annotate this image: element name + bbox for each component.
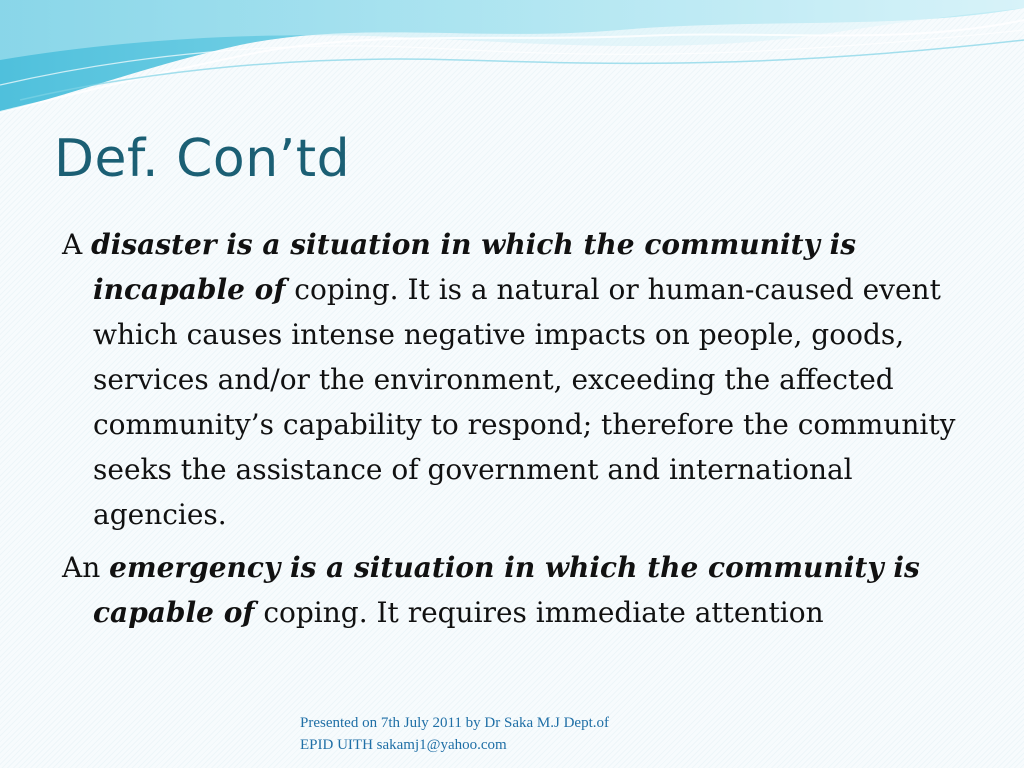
paragraph-lead: An <box>62 551 110 584</box>
definition-paragraph-emergency <box>62 545 970 635</box>
paragraph-emphasis: disaster is a situation in which the community is incapable of <box>91 228 857 306</box>
footer-line-2: EPID UITH sakamj1@yahoo.com <box>300 737 507 753</box>
paragraph-lead: A <box>62 228 92 261</box>
paragraph-text: coping. It is a natural or human-caused event which causes intense negative impacts on people, goods, services and/or the environment, exceeding the affected community’s capability to respond; therefore the community seeks the assistance of government and international agencies. <box>93 273 956 531</box>
slide-footer <box>300 712 609 756</box>
definition-paragraph-disaster <box>62 222 970 537</box>
slide-body <box>62 222 970 643</box>
header-wave-decoration <box>0 0 1024 120</box>
paragraph-text: coping. It requires immediate attention <box>254 596 824 629</box>
footer-line-1: Presented on 7th July 2011 by Dr Saka M.J Dept.of <box>300 715 609 731</box>
slide-title: Def. Con’td <box>54 129 351 189</box>
paragraph-emphasis: emergency is a situation in which the community is capable of <box>93 551 920 629</box>
